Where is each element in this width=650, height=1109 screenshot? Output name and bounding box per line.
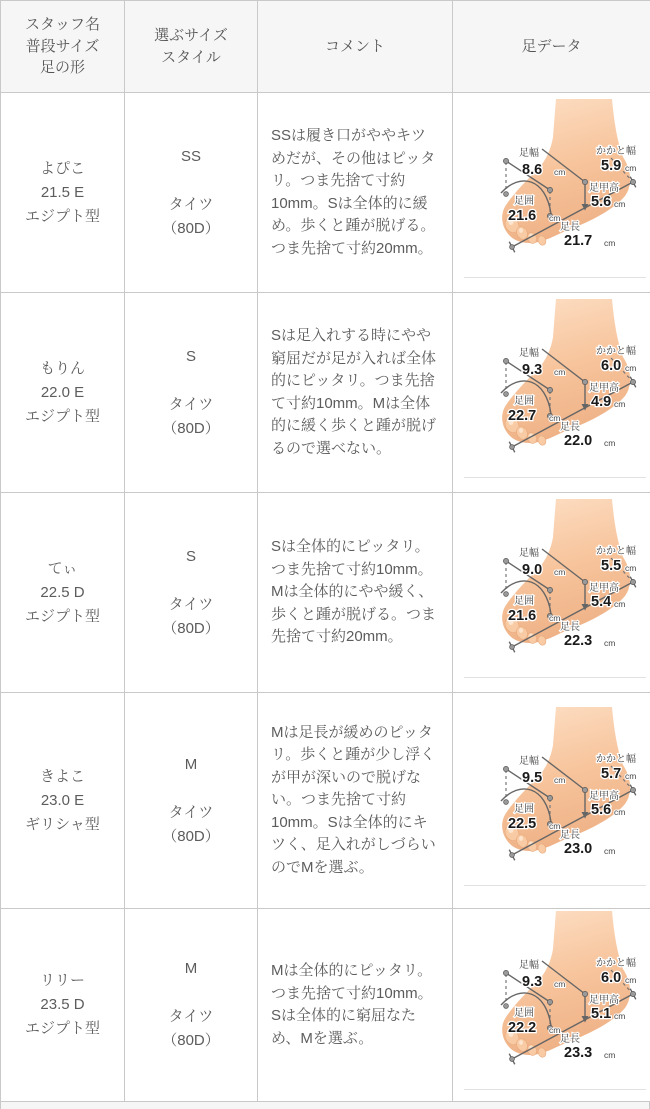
instep-height-value: 4.9 <box>591 394 611 410</box>
foot-width-unit: cm <box>554 567 565 577</box>
foot-width-unit: cm <box>554 367 565 377</box>
foot-length-label: 足長 <box>560 1033 580 1045</box>
chosen-size-cell <box>125 909 258 1102</box>
foot-width-unit: cm <box>554 167 565 177</box>
foot-girth-label: 足囲 <box>514 395 534 407</box>
foot-length-unit: cm <box>604 238 615 248</box>
measure-dot <box>503 558 508 563</box>
measure-dot <box>503 766 508 771</box>
measure-dot <box>509 444 514 449</box>
comment-text: Mは全体的にピッタリ。つま先捨て寸約10mm。Sは全体的に窮屈なため、Mを選ぶ。 <box>271 960 439 1050</box>
foot-measurement-diagram <box>464 299 646 475</box>
foot-girth-label: 足囲 <box>514 195 534 207</box>
chosen-style: タイツ <box>129 801 253 825</box>
table-row <box>1 693 650 909</box>
comment-cell <box>258 909 453 1102</box>
foot-data-cell <box>453 93 650 293</box>
chosen-size-cell <box>125 493 258 693</box>
comment-cell <box>258 293 453 493</box>
foot-girth-unit: cm <box>549 413 560 423</box>
heel-width-unit: cm <box>625 563 636 573</box>
chosen-size-cell <box>125 93 258 293</box>
header-staff-info <box>1 1 125 93</box>
heel-width-label: かかと幅 <box>596 752 636 765</box>
chosen-style: タイツ <box>129 1005 253 1029</box>
heel-width-value: 5.5 <box>601 558 621 574</box>
heel-width-label: かかと幅 <box>596 544 636 557</box>
toenail <box>519 1040 523 1045</box>
header-comment: コメント <box>258 1 453 93</box>
header-staff-line2: 普段サイズ <box>5 36 120 58</box>
chosen-size-value: S <box>129 545 253 569</box>
foot-length-unit: cm <box>604 438 615 448</box>
measure-dot <box>630 379 635 384</box>
measure-dot <box>547 387 552 392</box>
staff-name: リリー <box>5 969 120 993</box>
header-size-line1: 選ぶサイズ <box>129 25 253 47</box>
foot-width-label: 足幅 <box>519 958 539 971</box>
foot-width-label: 足幅 <box>519 346 539 359</box>
measure-dot <box>509 244 514 249</box>
measure-dot <box>509 644 514 649</box>
comment-text: Mは足長が緩めのピッタリ。歩くと踵が少し浮くが甲が深いので脱げない。つま先捨て寸約10mm。Sは全体的にキツく、足入れがしづらいのでMを選ぶ。 <box>271 722 439 880</box>
staff-usual-size: 23.5 D <box>5 993 120 1017</box>
measure-dot <box>582 379 587 384</box>
chosen-style: タイツ <box>129 393 253 417</box>
comment-text: Sは全体的にピッタリ。つま先捨て寸約10mm。Mは全体的にやや緩く、歩くと踵が脱げる。つま先捨て寸約20mm。 <box>271 536 439 649</box>
staff-foot-shape: エジプト型 <box>5 605 120 629</box>
measure-dot <box>547 999 552 1004</box>
staff-foot-shape: エジプト型 <box>5 405 120 429</box>
foot-girth-unit: cm <box>549 1025 560 1035</box>
foot-length-value: 23.3 <box>564 1045 592 1061</box>
foot-measurement-diagram <box>464 707 646 883</box>
header-staff-line1: スタッフ名 <box>5 14 120 36</box>
table-row <box>1 293 650 493</box>
chosen-size-value: SS <box>129 145 253 169</box>
chosen-size-value: M <box>129 753 253 777</box>
foot-girth-unit: cm <box>549 613 560 623</box>
measure-dot <box>582 991 587 996</box>
foot-measurement-diagram <box>464 99 646 275</box>
measure-dot <box>547 587 552 592</box>
comment-text: SSは履き口がややキツめだが、その他はピッタリ。つま先捨て寸約10mm。Sは全体的に緩め。歩くと踵が脱げる。つま先捨て寸約20mm。 <box>271 125 439 260</box>
toenail <box>519 428 523 433</box>
heel-width-value: 5.7 <box>601 766 621 782</box>
heel-width-label: かかと幅 <box>596 956 636 969</box>
foot-width-label: 足幅 <box>519 754 539 767</box>
staff-name: てぃ <box>5 557 120 581</box>
foot-photo-frame <box>464 707 646 886</box>
instep-height-label: 足甲高 <box>589 789 619 802</box>
measure-dot <box>547 795 552 800</box>
foot-data-cell <box>453 293 650 493</box>
foot-width-value: 8.6 <box>522 162 542 178</box>
foot-length-label: 足長 <box>560 421 580 433</box>
foot-girth-label: 足囲 <box>514 595 534 607</box>
foot-width-value: 9.3 <box>522 974 542 990</box>
foot-girth-value: 21.6 <box>508 608 536 624</box>
measure-dot <box>547 187 552 192</box>
heel-width-value: 5.9 <box>601 158 621 174</box>
measure-dot <box>503 799 508 804</box>
staff-name: きよこ <box>5 765 120 789</box>
measure-dot <box>503 1004 508 1009</box>
foot-girth-value: 22.5 <box>508 816 536 832</box>
table-body <box>1 93 650 1102</box>
instep-height-unit: cm <box>614 1011 625 1021</box>
instep-height-label: 足甲高 <box>589 993 619 1006</box>
heel-width-label: かかと幅 <box>596 344 636 357</box>
foot-data-cell <box>453 493 650 693</box>
measure-dot <box>630 179 635 184</box>
table-row <box>1 909 650 1102</box>
toenail <box>519 628 523 633</box>
measure-dot <box>582 179 587 184</box>
foot-girth-value: 22.7 <box>508 408 536 424</box>
foot-length-label: 足長 <box>560 829 580 841</box>
foot-data-cell <box>453 909 650 1102</box>
foot-girth-label: 足囲 <box>514 1007 534 1019</box>
instep-height-unit: cm <box>614 807 625 817</box>
foot-width-value: 9.5 <box>522 770 542 786</box>
instep-height-value: 5.4 <box>591 594 611 610</box>
foot-width-value: 9.3 <box>522 362 542 378</box>
chosen-denier: （80D） <box>129 825 253 849</box>
chosen-style: タイツ <box>129 193 253 217</box>
chosen-size-cell <box>125 693 258 909</box>
foot-girth-value: 21.6 <box>508 208 536 224</box>
heel-width-unit: cm <box>625 771 636 781</box>
foot-girth-value: 22.2 <box>508 1020 536 1036</box>
foot-width-value: 9.0 <box>522 562 542 578</box>
table-row <box>1 493 650 693</box>
comment-cell <box>258 493 453 693</box>
foot-length-unit: cm <box>604 638 615 648</box>
foot-length-unit: cm <box>604 846 615 856</box>
staff-info-cell <box>1 93 125 293</box>
foot-photo-frame <box>464 299 646 478</box>
measure-dot <box>503 970 508 975</box>
foot-photo-frame <box>464 99 646 278</box>
measure-dot <box>503 358 508 363</box>
measure-dot <box>630 991 635 996</box>
foot-girth-unit: cm <box>549 821 560 831</box>
chosen-style: タイツ <box>129 593 253 617</box>
heel-width-value: 6.0 <box>601 970 621 986</box>
staff-name: よぴこ <box>5 157 120 181</box>
foot-width-unit: cm <box>554 979 565 989</box>
measure-dot <box>509 852 514 857</box>
chosen-denier: （80D） <box>129 617 253 641</box>
measure-dot <box>503 391 508 396</box>
instep-height-value: 5.1 <box>591 1006 611 1022</box>
foot-photo-frame <box>464 911 646 1090</box>
heel-width-label: かかと幅 <box>596 144 636 157</box>
staff-usual-size: 22.5 D <box>5 581 120 605</box>
heel-width-unit: cm <box>625 975 636 985</box>
measure-dot <box>503 191 508 196</box>
foot-length-value: 23.0 <box>564 841 592 857</box>
chosen-denier: （80D） <box>129 217 253 241</box>
toenail <box>519 836 523 841</box>
header-chosen-size <box>125 1 258 93</box>
staff-usual-size: 23.0 E <box>5 789 120 813</box>
foot-length-label: 足長 <box>560 221 580 233</box>
foot-length-value: 21.7 <box>564 233 592 249</box>
foot-length-unit: cm <box>604 1050 615 1060</box>
header-row <box>1 1 650 93</box>
staff-usual-size: 22.0 E <box>5 381 120 405</box>
instep-height-label: 足甲高 <box>589 181 619 194</box>
measure-dot <box>630 579 635 584</box>
next-table-top-edge <box>0 1102 650 1109</box>
instep-height-unit: cm <box>614 599 625 609</box>
instep-height-label: 足甲高 <box>589 381 619 394</box>
foot-length-value: 22.0 <box>564 433 592 449</box>
header-staff-line3: 足の形 <box>5 57 120 79</box>
foot-measurement-diagram <box>464 499 646 675</box>
header-size-line2: スタイル <box>129 47 253 69</box>
foot-length-label: 足長 <box>560 621 580 633</box>
staff-info-cell <box>1 693 125 909</box>
comment-cell <box>258 93 453 293</box>
chosen-denier: （80D） <box>129 417 253 441</box>
foot-photo-frame <box>464 499 646 678</box>
instep-height-unit: cm <box>614 399 625 409</box>
staff-foot-shape: エジプト型 <box>5 205 120 229</box>
foot-width-label: 足幅 <box>519 146 539 159</box>
staff-foot-shape: ギリシャ型 <box>5 813 120 837</box>
chosen-size-cell <box>125 293 258 493</box>
staff-info-cell <box>1 909 125 1102</box>
chosen-size-value: S <box>129 345 253 369</box>
chosen-denier: （80D） <box>129 1029 253 1053</box>
heel-width-unit: cm <box>625 363 636 373</box>
staff-name: もりん <box>5 357 120 381</box>
measure-dot <box>509 1057 514 1062</box>
heel-width-value: 6.0 <box>601 358 621 374</box>
measure-dot <box>503 591 508 596</box>
foot-girth-label: 足囲 <box>514 803 534 815</box>
measure-dot <box>582 787 587 792</box>
instep-height-unit: cm <box>614 199 625 209</box>
measure-dot <box>630 787 635 792</box>
foot-measurement-diagram <box>464 911 646 1087</box>
foot-data-cell <box>453 693 650 909</box>
chosen-size-value: M <box>129 957 253 981</box>
staff-usual-size: 21.5 E <box>5 181 120 205</box>
foot-width-label: 足幅 <box>519 546 539 559</box>
instep-height-value: 5.6 <box>591 802 611 818</box>
instep-height-label: 足甲高 <box>589 581 619 594</box>
heel-width-unit: cm <box>625 163 636 173</box>
measure-dot <box>582 579 587 584</box>
foot-girth-unit: cm <box>549 213 560 223</box>
comment-cell <box>258 693 453 909</box>
staff-info-cell <box>1 493 125 693</box>
header-foot-data: 足データ <box>453 1 650 93</box>
toenail <box>519 228 523 233</box>
table-row <box>1 93 650 293</box>
foot-width-unit: cm <box>554 775 565 785</box>
measure-dot <box>503 158 508 163</box>
instep-height-value: 5.6 <box>591 194 611 210</box>
comment-text: Sは足入れする時にやや窮屈だが足が入れば全体的にピッタリ。つま先捨て寸約10mm。Mは全体的に緩く歩くと踵が脱げるので選べない。 <box>271 325 439 460</box>
staff-foot-shape: エジプト型 <box>5 1017 120 1041</box>
staff-info-cell <box>1 293 125 493</box>
foot-length-value: 22.3 <box>564 633 592 649</box>
